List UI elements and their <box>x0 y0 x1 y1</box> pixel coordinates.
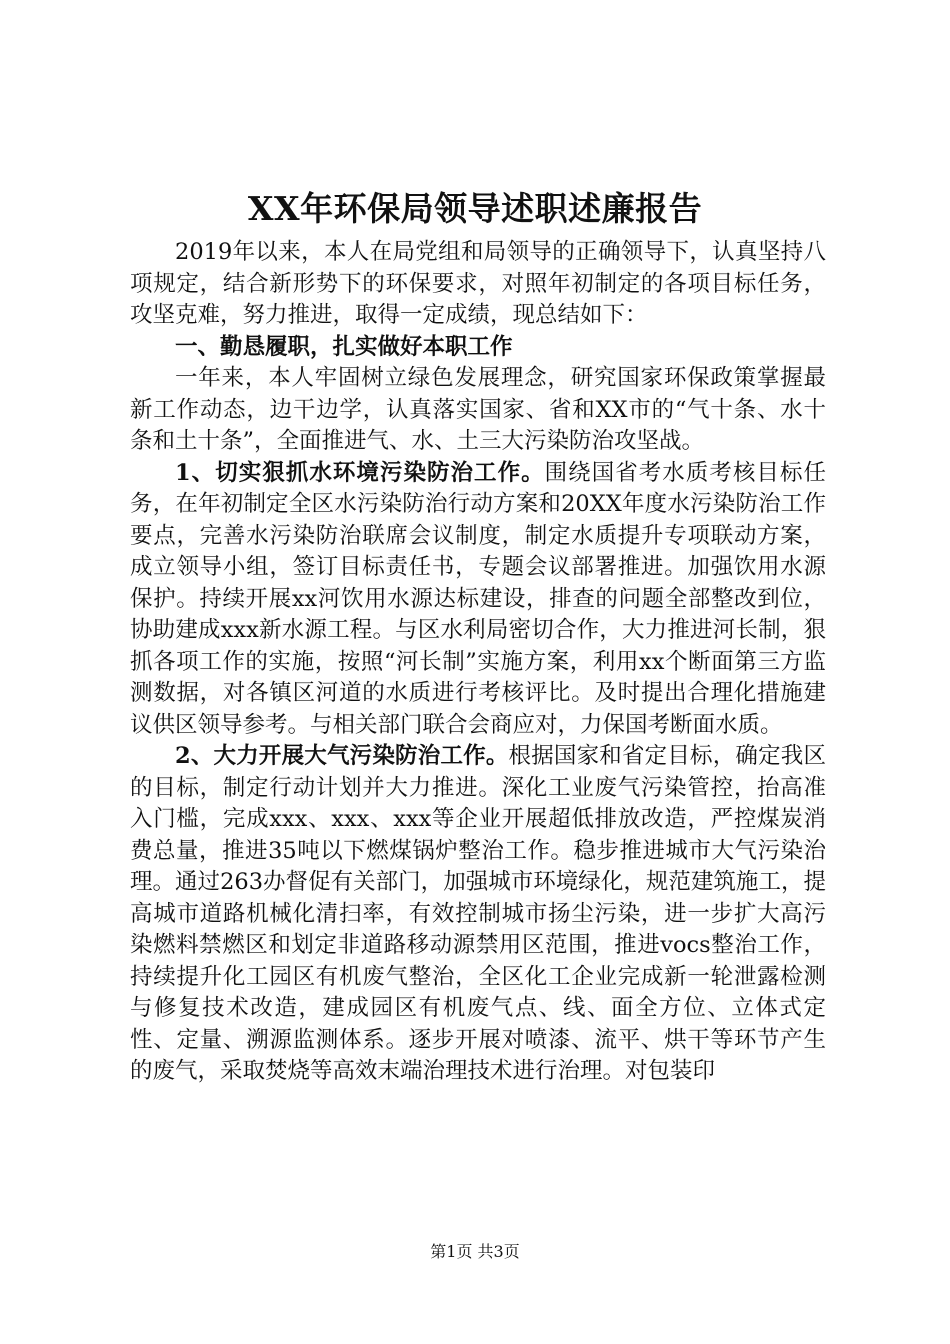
section-paragraph: 一年来，本人牢固树立绿色发展理念，研究国家环保政策掌握最新工作动态，边干边学，认真落实国家、省和XX市的“气十条、水十条和土十条”，全面推进气、水、土三大污染防治攻坚战。 <box>130 365 826 454</box>
document-title: XX年环保局领导述职述廉报告 <box>247 189 703 228</box>
item-1-text: 围绕国省考水质考核目标任务，在年初制定全区水污染防治行动方案和20XX年度水污染防治工作要点，完善水污染防治联席会议制度，制定水质提升专项联动方案，成立领导小组，签订目标责任书，专题会议部署推进。加强饮用水源保护。持续开展xx河饮用水源达标建设，排查的问题全部整改到位，协助建成xxx新水源工程。与区水利局密切合作，大力推进河长制，狠抓各项工作的实施，按照“河长制”实施方案，利用xx个断面第三方监测数据，对各镇区河道的水质进行考核评比。及时提出合理化措施建议供区领导参考。与相关部门联合会商应对，力保国考断面水质。 <box>130 459 826 738</box>
item-1-paragraph <box>130 458 826 742</box>
item-2-heading: 2、大力开展大气污染防治工作。 <box>175 743 509 769</box>
item-2-text: 根据国家和省定目标，确定我区的目标，制定行动计划并大力推进。深化工业废气污染管控，抬高准入门槛，完成xxx、xxx、xxx等企业开展超低排放改造，严控煤炭消费总量，推进35吨以下燃煤锅炉整治工作。稳步推进城市大气污染治理。通过263办督促有关部门，加强城市环境绿化，规范建筑施工，提高城市道路机械化清扫率，有效控制城市扬尘污染，进一步扩大高污染燃料禁燃区和划定非道路移动源禁用区范围，推进vocs整治工作，持续提升化工园区有机废气整治，全区化工企业完成新一轮泄露检测与修复技术改造，建成园区有机废气点、线、面全方位、立体式定性、定量、溯源监测体系。逐步开展对喷漆、流平、烘干等环节产生的废气，采取焚烧等高效末端治理技术进行治理。对包装印 <box>130 743 826 1084</box>
document-body <box>130 237 826 1088</box>
intro-paragraph: 2019年以来，本人在局党组和局领导的正确领导下，认真坚持八项规定，结合新形势下的环保要求，对照年初制定的各项目标任务，攻坚克难，努力推进，取得一定成绩，现总结如下： <box>130 239 826 328</box>
section-heading: 一、勤恳履职，扎实做好本职工作 <box>175 333 513 360</box>
page-number: 第1页 共3页 <box>430 1242 520 1261</box>
item-2-paragraph <box>130 741 826 1088</box>
item-1-heading: 1、切实狠抓水环境污染防治工作。 <box>175 459 545 486</box>
